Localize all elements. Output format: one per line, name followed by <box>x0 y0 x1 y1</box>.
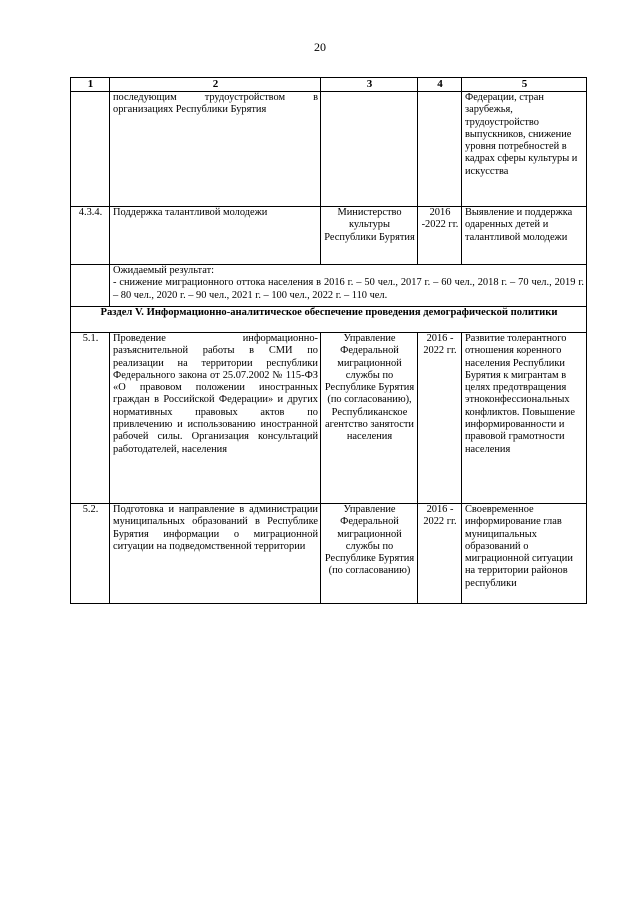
table-row <box>71 504 587 604</box>
table-row <box>71 92 587 207</box>
executor-cell: Управление Федеральной миграционной службы по Республике Бурятия (по согласованию) <box>321 504 418 604</box>
period-cell: 2016 - 2022 гг. <box>418 333 462 504</box>
result-cell: Развитие толерантного отношения коренного населения Республики Бурятия к мигрантам в целях предотвращения этноконфессиональных конфликтов. Повышение информированности и правовой грамотности населения <box>462 333 587 504</box>
row-number: 5.2. <box>71 504 110 604</box>
period-cell: 2016 - 2022 гг. <box>418 504 462 604</box>
section-title: Раздел V. Информационно-аналитическое обеспечение проведения демографической политики <box>71 307 587 333</box>
section-title-row <box>71 307 587 333</box>
expected-result-label: Ожидаемый результат: <box>113 265 214 276</box>
row-number <box>71 92 110 207</box>
column-header: 4 <box>418 78 462 92</box>
result-cell: Своевременное информирование глав муниципальных образований о миграционной ситуации на территории районов республики <box>462 504 587 604</box>
period-cell <box>418 92 462 207</box>
expected-result-row <box>71 265 587 307</box>
table-header-row <box>71 78 587 92</box>
empty-cell <box>71 265 110 307</box>
table-row <box>71 333 587 504</box>
row-number: 5.1. <box>71 333 110 504</box>
period-cell: 2016 -2022 гг. <box>418 207 462 265</box>
measures-table <box>70 77 587 604</box>
activity-cell: Поддержка талантливой молодежи <box>110 207 321 265</box>
executor-cell <box>321 92 418 207</box>
column-header: 5 <box>462 78 587 92</box>
executor-cell: Управление Федеральной миграционной службы по Республике Бурятия (по согласованию), Республиканское агентство занятости населения <box>321 333 418 504</box>
activity-cell: Проведение информационно-разъяснительной работы в СМИ по реализации на территории республики Федерального закона от 25.07.2002 № 115-ФЗ «О правовом положении иностранных граждан в Российской Федерации» и других нормативных правовых актов по привлечению и использованию иностранной рабочей силы. Организация консультаций работодателей, населения <box>110 333 321 504</box>
column-header: 1 <box>71 78 110 92</box>
row-number: 4.3.4. <box>71 207 110 265</box>
expected-result-cell <box>110 265 587 307</box>
page-number: 20 <box>314 40 326 54</box>
executor-cell: Министерство культуры Республики Бурятия <box>321 207 418 265</box>
table-row <box>71 207 587 265</box>
result-cell: Федерации, стран зарубежья, трудоустройство выпускников, снижение уровня потребностей в кадрах сферы культуры и искусства <box>462 92 587 207</box>
expected-result-text: - снижение миграционного оттока населения в 2016 г. – 50 чел., 2017 г. – 60 чел., 2018 г. – 70 чел., 2019 г. – 80 чел., 2020 г. – 90 чел., 2021 г. – 100 чел., 2022 г. – 110 чел. <box>113 277 584 301</box>
column-header: 3 <box>321 78 418 92</box>
result-cell: Выявление и поддержка одаренных детей и талантливой молодежи <box>462 207 587 265</box>
activity-cell: Подготовка и направление в администрации муниципальных образований в Республике Бурятия информации о миграционной ситуации на подведомственной территории <box>110 504 321 604</box>
column-header: 2 <box>110 78 321 92</box>
activity-cell: последующим трудоустройством в организациях Республики Бурятия <box>110 92 321 207</box>
